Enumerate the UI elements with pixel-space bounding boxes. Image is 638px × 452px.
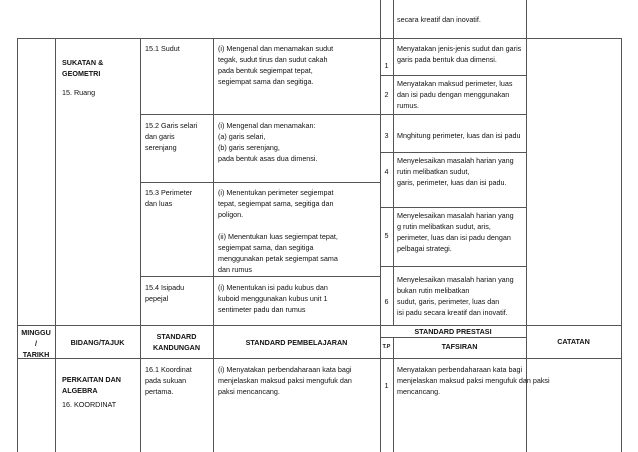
col-bidang-sk xyxy=(140,38,141,452)
col-sk-sp xyxy=(213,38,214,452)
col-left-edge xyxy=(17,38,18,452)
rule-row-15-3 xyxy=(140,182,380,183)
tp-16-level-1: 1 xyxy=(384,381,389,390)
tafsiran-tp3: Mnghitung perimeter, luas dan isi padu xyxy=(397,131,521,140)
rule-header-top xyxy=(17,325,621,326)
sp-15-4: (i) Menentukan isi padu kubus dan kuboid menggunakan kubus unit 1 sentimeter padu dan rumus xyxy=(218,283,328,314)
sp-15-2: (i) Mengenal dan menamakan: (a) garis selari, (b) garis serenjang, pada bentuk asas dua dimensi. xyxy=(218,121,318,163)
rule-tp3-tp4 xyxy=(380,152,526,153)
bidang-title-sukatan: SUKATAN & GEOMETRI xyxy=(62,58,104,78)
col-right-edge xyxy=(621,38,622,452)
tp-level-3: 3 xyxy=(384,131,389,140)
tafsiran-tp5: Menyelesaikan masalah harian yang g rutin melibatkan sudut, aris, perimeter, luas dan isi padu dengan pelbagai strategi. xyxy=(397,211,514,253)
sk-15-1: 15.1 Sudut xyxy=(145,44,180,53)
rule-header-mid xyxy=(380,337,526,338)
rule-row-15-2 xyxy=(140,114,526,115)
col-tp-tafsiran-lower xyxy=(393,337,394,452)
header-standard-prestasi: STANDARD PRESTASI xyxy=(414,327,492,336)
rule-tp4-tp5 xyxy=(380,207,526,208)
rule-tp5-tp6 xyxy=(380,266,526,267)
sp-16-1: (i) Menyatakan perbendaharaan kata bagi menjelaskan maksud paksi mengufuk dan paksi mencancang. xyxy=(218,365,352,396)
tafsiran-tp2: Menyatakan maksud perimeter, luas dan isi padu dengan menggunakan rumus. xyxy=(397,79,513,110)
sp-15-1: (i) Mengenal dan menamakan sudut tegak, sudut tirus dan sudut cakah pada bentuk segiempat tepat, segiempat sama dan segitiga. xyxy=(218,44,334,86)
tp-level-4: 4 xyxy=(384,167,389,176)
col-minggu-bidang xyxy=(55,38,56,452)
tafsiran-tp1: Menyatakan jenis-jenis sudut dan garis garis pada bentuk dua dimensi. xyxy=(397,44,522,64)
tp-level-1: 1 xyxy=(384,61,389,70)
tp-level-2: 2 xyxy=(384,90,389,99)
tp-level-6: 6 xyxy=(384,297,389,306)
col-tp-tafsiran xyxy=(393,0,394,325)
sk-15-2: 15.2 Garis selari dan garis serenjang xyxy=(145,121,198,152)
header-tp: T.P xyxy=(382,344,391,350)
rule-tp1-tp2 xyxy=(380,75,526,76)
sp-15-3: (i) Menentukan perimeter segiempat tepat, segiempat sama, segitiga dan poligon. (ii) Menentukan luas segiempat tepat, segiempat sama, dan segitiga menggunakan petak segiempat sama dan rumus xyxy=(218,188,338,274)
tafsiran-tp6: Menyelesaikan masalah harian yang bukan rutin melibatkan sudut, garis, perimeter, luas dan isi padu secara kreatif dan inovatif. xyxy=(397,275,514,317)
tafsiran-continued: secara kreatif dan inovatif. xyxy=(397,15,481,24)
rule-header-bottom xyxy=(17,358,621,359)
sk-16-1: 16.1 Koordinat pada sukuan pertama. xyxy=(145,365,192,396)
header-standard-kandungan: STANDARD KANDUNGAN xyxy=(152,332,201,352)
sk-15-3: 15.3 Perimeter dan luas xyxy=(145,188,193,208)
rule-row-15-4 xyxy=(140,276,380,277)
tp-level-5: 5 xyxy=(384,231,389,240)
tajuk-koordinat: 16. KOORDINAT xyxy=(62,400,117,409)
tafsiran-tp4: Menyelesaikan masalah harian yang rutin melibatkan sudut, garis, perimeter, luas dan isi padu. xyxy=(397,156,514,187)
tajuk-ruang: 15. Ruang xyxy=(62,88,96,97)
bidang-title-algebra: PERKAITAN DAN ALGEBRA xyxy=(62,375,121,395)
header-tafsiran: TAFSIRAN xyxy=(441,342,478,351)
header-catatan: CATATAN xyxy=(557,337,590,346)
header-standard-pembelajaran: STANDARD PEMBELAJARAN xyxy=(245,338,348,347)
sk-15-4: 15.4 Isipadu pepejal xyxy=(145,283,185,303)
rule-top-section1 xyxy=(17,38,621,39)
tafsiran-16-tp1: Menyatakan perbendaharaan kata bagi menjelaskan maksud paksi mengufuk dan paksi mencancang. xyxy=(397,365,550,396)
header-bidang-tajuk: BIDANG/TAJUK xyxy=(70,338,125,347)
header-minggu: MINGGU / TARIKH xyxy=(21,328,51,359)
